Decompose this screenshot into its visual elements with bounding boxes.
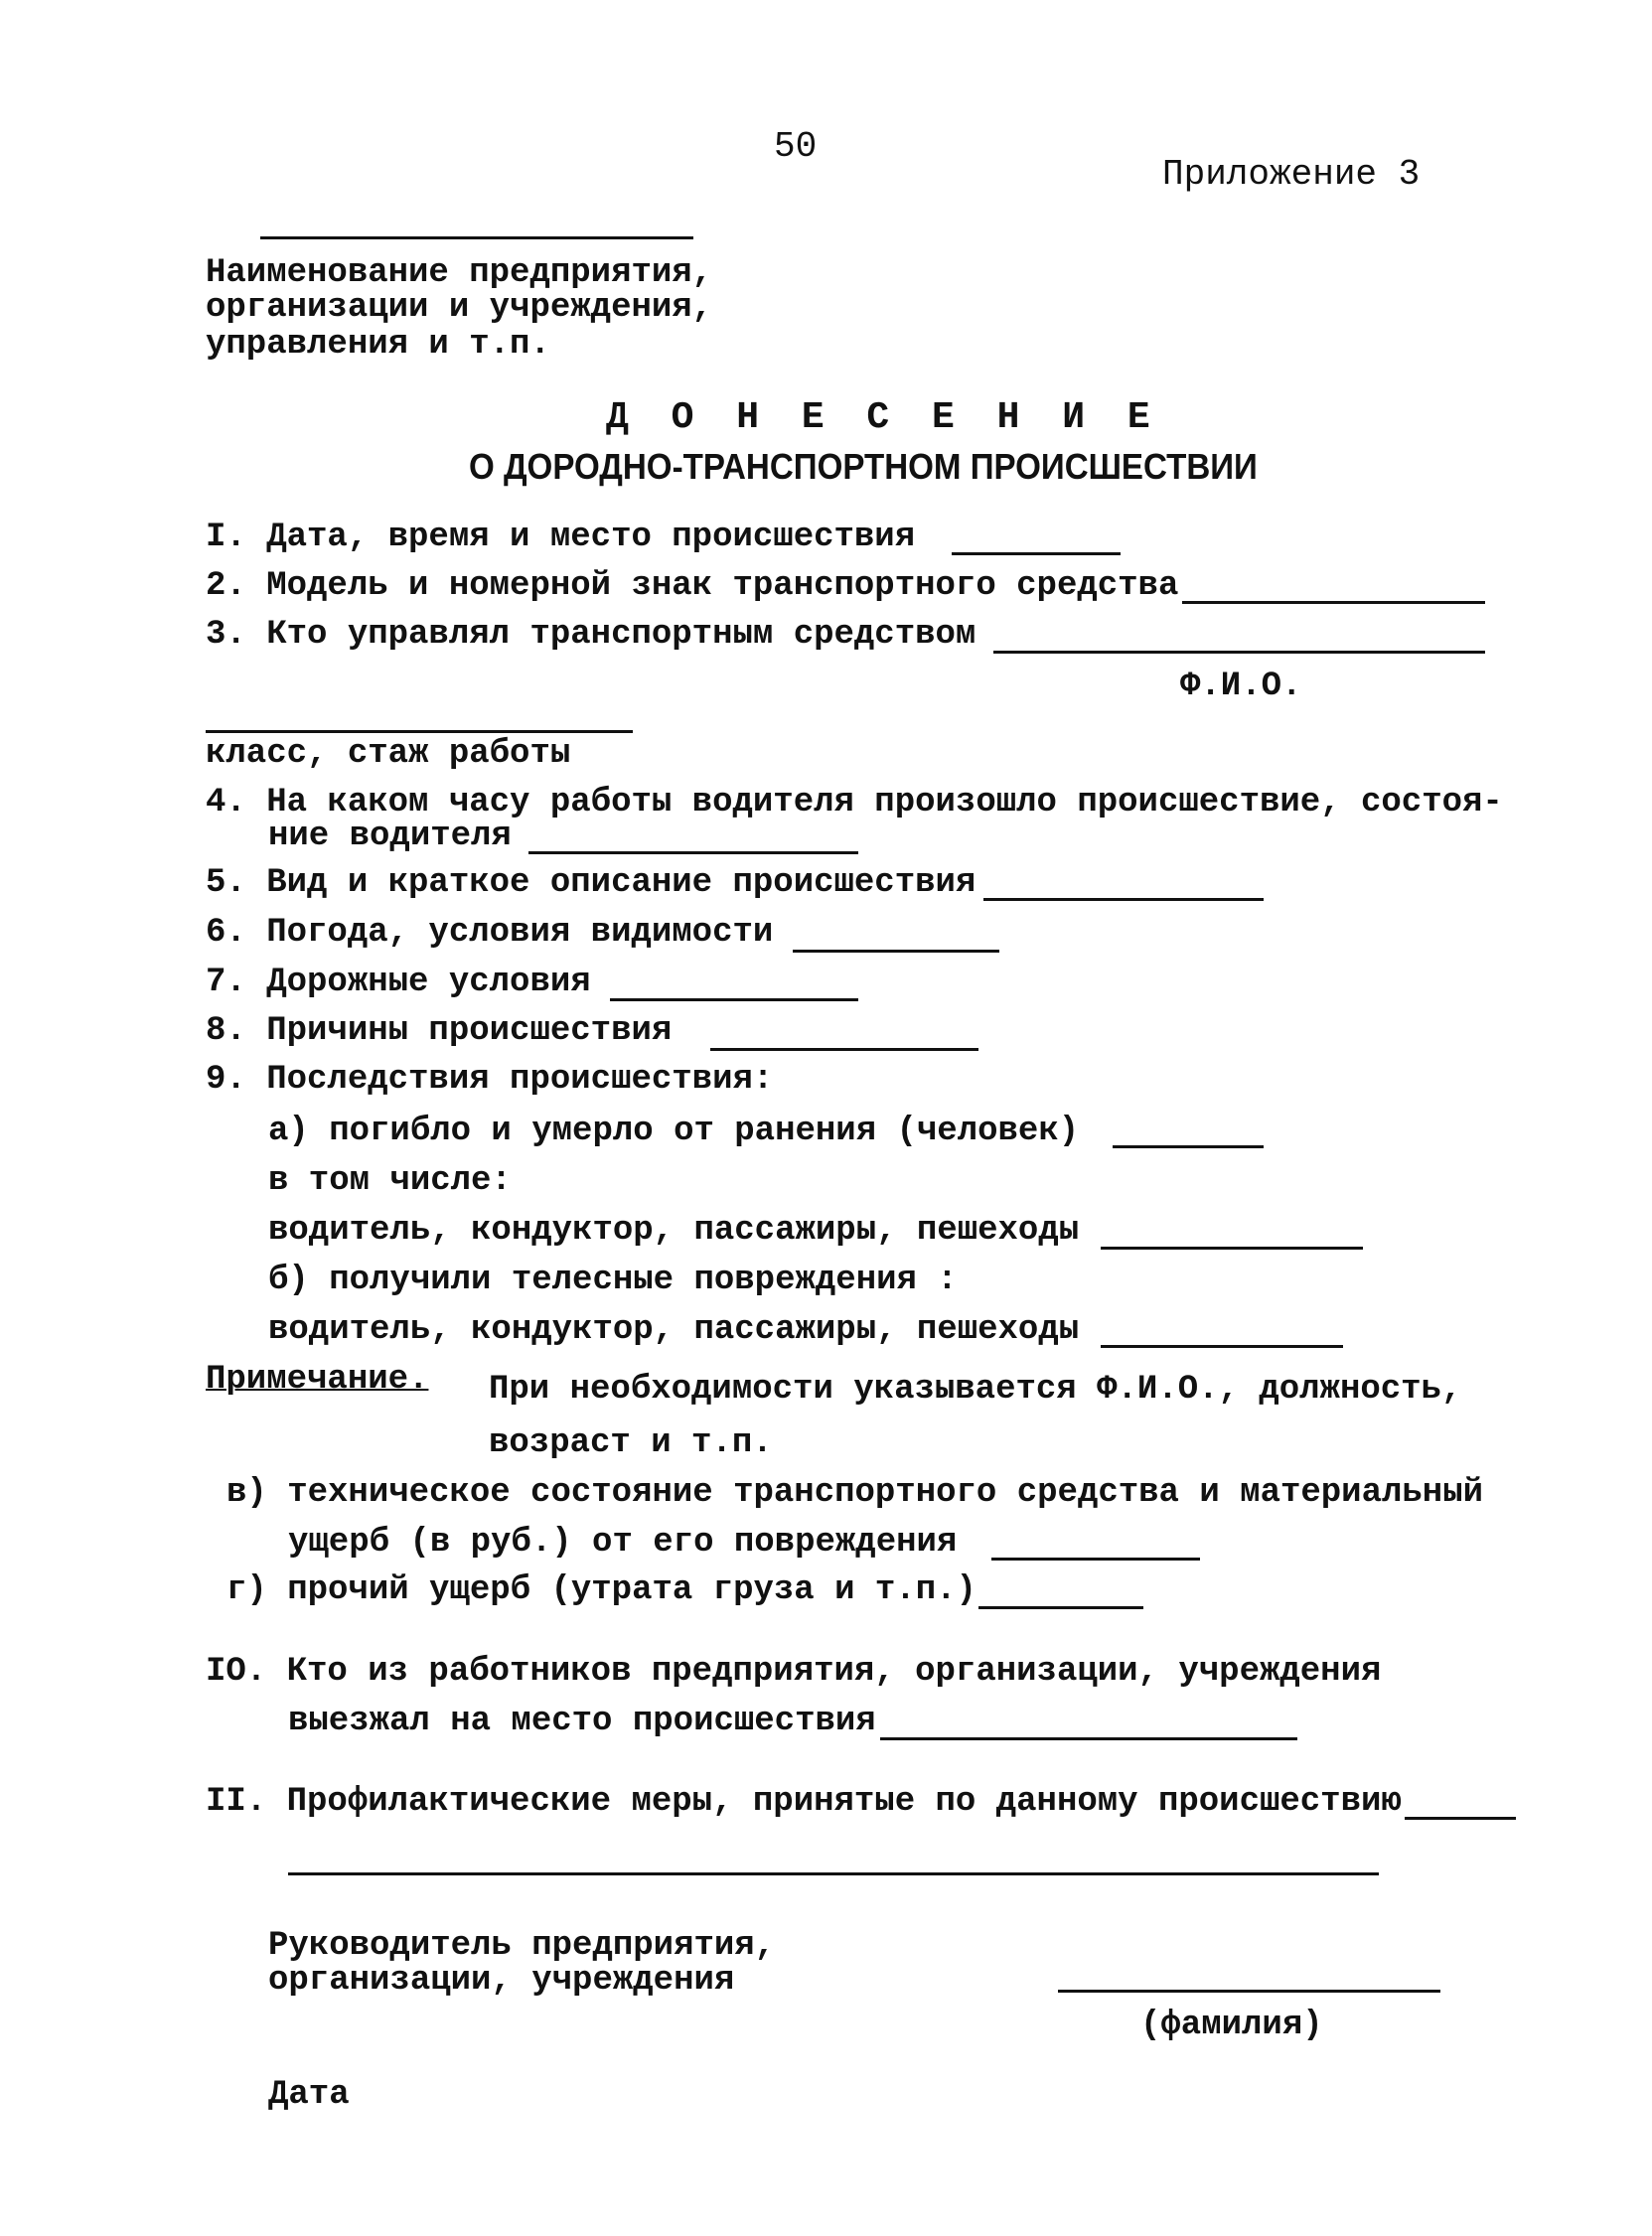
item-9a-label: а) погибло и умерло от ранения (человек) <box>268 1113 1080 1150</box>
item-5-label: 5. Вид и краткое описание происшествия <box>206 864 976 902</box>
item-10-field <box>880 1737 1297 1740</box>
org-caption-1: Наименование предприятия, <box>206 254 713 292</box>
surname-field <box>1058 1990 1440 1993</box>
item-6-label: 6. Погода, условия видимости <box>206 914 774 952</box>
item-9b-label: б) получили телесные повреждения : <box>268 1262 958 1299</box>
document-subtitle: О ДОРОДНО-ТРАНСПОРТНОМ ПРОИСШЕСТВИИ <box>469 446 1258 487</box>
item-8-label: 8. Причины происшествия <box>206 1012 673 1050</box>
org-name-line <box>260 236 693 239</box>
date-label: Дата <box>268 2076 350 2114</box>
fio-caption: Ф.И.О. <box>1180 668 1302 705</box>
org-caption-3: управления и т.п. <box>206 326 550 364</box>
class-field <box>206 730 633 733</box>
surname-caption: (фамилия) <box>1140 2007 1323 2044</box>
signature-caption-1: Руководитель предприятия, <box>268 1927 776 1965</box>
item-1-field <box>952 552 1121 555</box>
note-text-2: возраст и т.п. <box>489 1424 773 1462</box>
item-6-field <box>793 950 999 953</box>
page-number: 50 <box>774 126 818 167</box>
item-7-label: 7. Дорожные условия <box>206 964 591 1001</box>
document-title: Д О Н Е С Е Н И Е <box>606 396 1160 439</box>
item-9v-label-line2: ущерб (в руб.) от его повреждения <box>288 1524 958 1562</box>
item-7-field <box>610 998 858 1001</box>
item-3-field <box>993 651 1485 654</box>
item-3-label: 3. Кто управлял транспортным средством <box>206 616 976 654</box>
item-4-label-line1: 4. На каком часу работы водителя произошло происшествие, состоя- <box>206 784 1503 821</box>
item-9-label: 9. Последствия происшествия: <box>206 1061 774 1099</box>
item-9g-field <box>978 1606 1143 1609</box>
item-2-field <box>1182 601 1485 604</box>
item-10-label-line1: IO. Кто из работников предприятия, организации, учреждения <box>206 1653 1382 1691</box>
signature-caption-2: организации, учреждения <box>268 1962 735 2000</box>
item-9-including: в том числе: <box>268 1162 512 1200</box>
item-11-field-line2 <box>288 1872 1379 1875</box>
org-caption-2: организации и учреждения, <box>206 289 713 327</box>
item-9a-field <box>1113 1145 1264 1148</box>
appendix-label: Приложение 3 <box>1162 154 1421 195</box>
item-9v-label-line1: в) техническое состояние транспортного средства и материальный <box>226 1474 1484 1512</box>
item-9v-field <box>991 1558 1200 1561</box>
item-4-label-line2: ние водителя <box>268 818 512 855</box>
item-10-label-line2: выезжал на место происшествия <box>288 1703 876 1740</box>
class-caption: класс, стаж работы <box>206 735 571 773</box>
item-9g-label: г) прочий ущерб (утрата груза и т.п.) <box>226 1571 976 1609</box>
item-8-field <box>710 1048 978 1051</box>
note-text-1: При необходимости указывается Ф.И.О., должность, <box>489 1371 1462 1409</box>
item-9a-list-field <box>1101 1247 1363 1250</box>
note-label: Примечание. <box>206 1361 429 1399</box>
item-9b-list: водитель, кондуктор, пассажиры, пешеходы <box>268 1311 1080 1349</box>
item-11-label: II. Профилактические меры, принятые по данному происшествию <box>206 1783 1402 1821</box>
item-4-field <box>528 851 858 854</box>
item-2-label: 2. Модель и номерной знак транспортного средства <box>206 567 1179 605</box>
item-5-field <box>983 898 1264 901</box>
item-1-label: I. Дата, время и место происшествия <box>206 519 916 556</box>
item-11-field <box>1405 1817 1516 1820</box>
item-9b-list-field <box>1101 1345 1343 1348</box>
item-9a-list: водитель, кондуктор, пассажиры, пешеходы <box>268 1212 1080 1250</box>
